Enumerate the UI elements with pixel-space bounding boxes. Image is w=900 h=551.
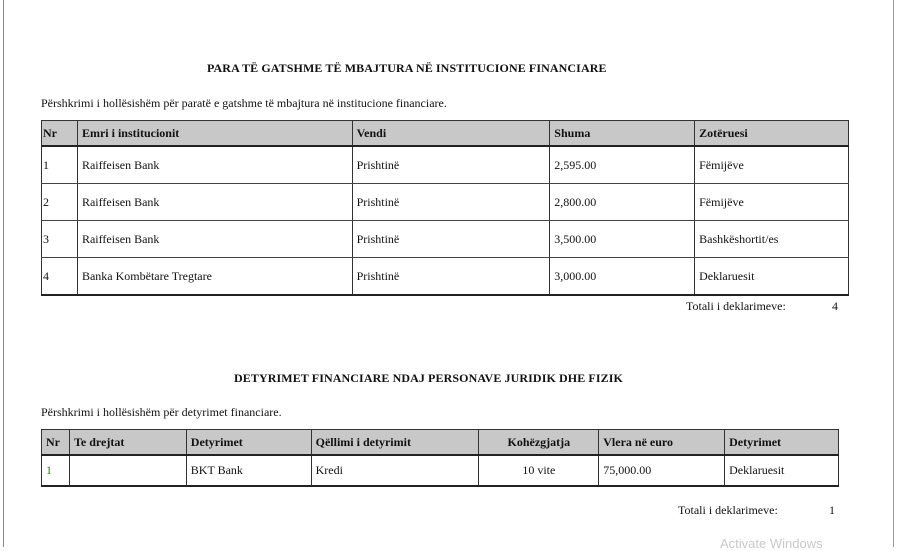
cell-owner: Fëmijëve — [695, 184, 849, 221]
cell-place: Prishtinë — [352, 221, 550, 258]
col-header-owner: Zotëruesi — [695, 121, 849, 147]
col-header-duration: Kohëzgjatja — [479, 430, 599, 456]
section1-title: PARA TË GATSHME TË MBAJTURA NË INSTITUCIONE FINANCIARE — [207, 61, 607, 75]
col-header-rights: Te drejtat — [69, 430, 186, 456]
cell-owner: Bashkëshortit/es — [695, 221, 849, 258]
section1-description: Përshkrimi i hollësishëm për paratë e gatshme të mbajtura në institucione financiare. — [41, 96, 447, 110]
table-header-row — [42, 121, 849, 147]
table-row — [42, 258, 849, 296]
section2-total-label: Totali i deklarimeve: — [678, 503, 778, 517]
col-header-institution: Emri i institucionit — [77, 121, 352, 147]
activate-windows-watermark: Activate Windows — [720, 536, 823, 551]
cell-institution: Raiffeisen Bank — [77, 221, 352, 258]
cell-nr: 1 — [42, 146, 78, 184]
section1-total-value: 4 — [832, 299, 838, 313]
col-header-obligations-owner: Detyrimet — [725, 430, 839, 456]
cell-institution: Raiffeisen Bank — [77, 146, 352, 184]
cell-place: Prishtinë — [352, 184, 550, 221]
cell-amount: 3,000.00 — [550, 258, 695, 296]
table-row — [42, 146, 849, 184]
page-border-left — [3, 0, 4, 547]
cell-amount: 3,500.00 — [550, 221, 695, 258]
col-header-nr: Nr — [42, 430, 70, 456]
table-row — [42, 184, 849, 221]
col-header-value-euro: Vlera në euro — [599, 430, 725, 456]
cell-duration: 10 vite — [479, 455, 599, 486]
cell-nr: 3 — [42, 221, 78, 258]
section1-total-label: Totali i deklarimeve: — [686, 299, 786, 313]
cell-place: Prishtinë — [352, 146, 550, 184]
financial-obligations-table — [41, 429, 839, 487]
page-border-right — [893, 0, 894, 547]
cell-nr: 1 — [42, 455, 70, 486]
cell-nr: 4 — [42, 258, 78, 296]
cell-value-euro: 75,000.00 — [599, 455, 725, 486]
table-header-row — [42, 430, 839, 456]
table-row — [42, 221, 849, 258]
cell-purpose: Kredi — [311, 455, 479, 486]
col-header-amount: Shuma — [550, 121, 695, 147]
section2-title: DETYRIMET FINANCIARE NDAJ PERSONAVE JURIDIK DHE FIZIK — [234, 371, 623, 385]
section2-description: Përshkrimi i hollësishëm për detyrimet financiare. — [41, 405, 282, 419]
cell-owner: Deklaruesit — [695, 258, 849, 296]
cell-nr: 2 — [42, 184, 78, 221]
cell-rights — [69, 455, 186, 486]
cell-obligations-owner: Deklaruesit — [725, 455, 839, 486]
cell-owner: Fëmijëve — [695, 146, 849, 184]
cell-obligations: BKT Bank — [186, 455, 311, 486]
col-header-nr: Nr — [42, 121, 78, 147]
section2-total-value: 1 — [829, 503, 835, 517]
table-row — [42, 455, 839, 486]
cash-holdings-table — [41, 120, 849, 296]
cell-institution: Raiffeisen Bank — [77, 184, 352, 221]
cell-institution: Banka Kombëtare Tregtare — [77, 258, 352, 296]
cell-amount: 2,595.00 — [550, 146, 695, 184]
cell-amount: 2,800.00 — [550, 184, 695, 221]
col-header-place: Vendi — [352, 121, 550, 147]
col-header-purpose: Qëllimi i detyrimit — [311, 430, 479, 456]
col-header-obligations: Detyrimet — [186, 430, 311, 456]
cell-place: Prishtinë — [352, 258, 550, 296]
